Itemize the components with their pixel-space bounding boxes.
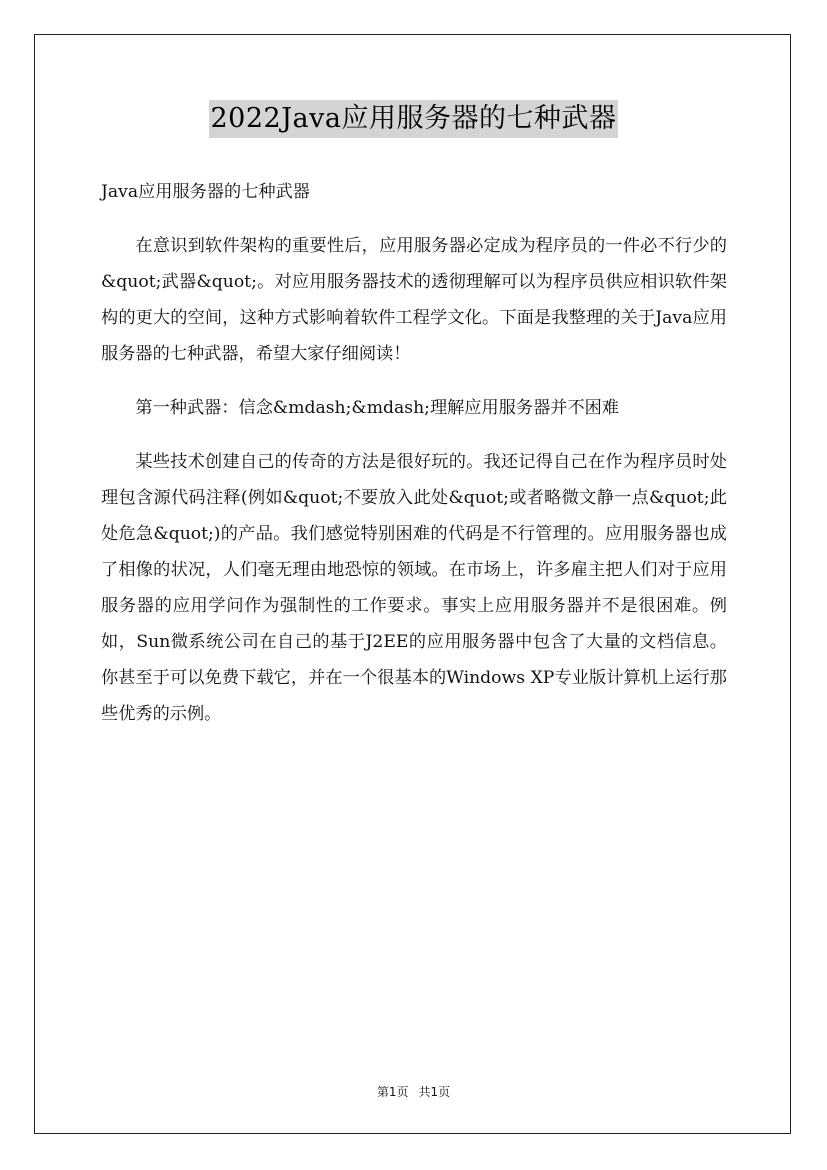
paragraph-first-weapon: 某些技术创建自己的传奇的方法是很好玩的。我还记得自己在作为程序员时处理包含源代码注释(例如&quot;不要放入此处&quot;或者略微文静一点&quot;此处危急&quot;)的产品。我们感觉特别困难的代码是不行管理的。应用服务器也成了相像的状况，人们毫无理由地恐惊的领域。在市场上，许多雇主把人们对于应用服务器的应用学问作为强制性的工作要求。事实上应用服务器并不是很困难。例如，Sun微系统公司在自己的基于J2EE的应用服务器中包含了大量的文档信息。你甚至于可以免费下载它，并在一个很基本的Windows XP专业版计算机上运行那些优秀的示例。 (101, 452, 727, 724)
title-area (0, 100, 827, 138)
paragraph-intro: 在意识到软件架构的重要性后，应用服务器必定成为程序员的一件必不行少的&quot;武器&quot;。对应用服务器技术的透彻理解可以为程序员供应相识软件架构的更大的空间，这种方式影响着软件工程学文化。下面是我整理的关于Java应用服务器的七种武器，希望大家仔细阅读！ (101, 236, 727, 364)
page-footer (0, 1083, 827, 1100)
document-title: 2022Java应用服务器的七种武器 (209, 100, 619, 138)
document-body (101, 174, 727, 750)
section-heading-first-weapon: 第一种武器：信念&mdash;&mdash;理解应用服务器并不困难 (135, 398, 620, 418)
page-number-total: 共1页 (418, 1085, 451, 1099)
document-subheading: Java应用服务器的七种武器 (101, 182, 310, 202)
page-number-current: 第1页 (376, 1085, 409, 1099)
